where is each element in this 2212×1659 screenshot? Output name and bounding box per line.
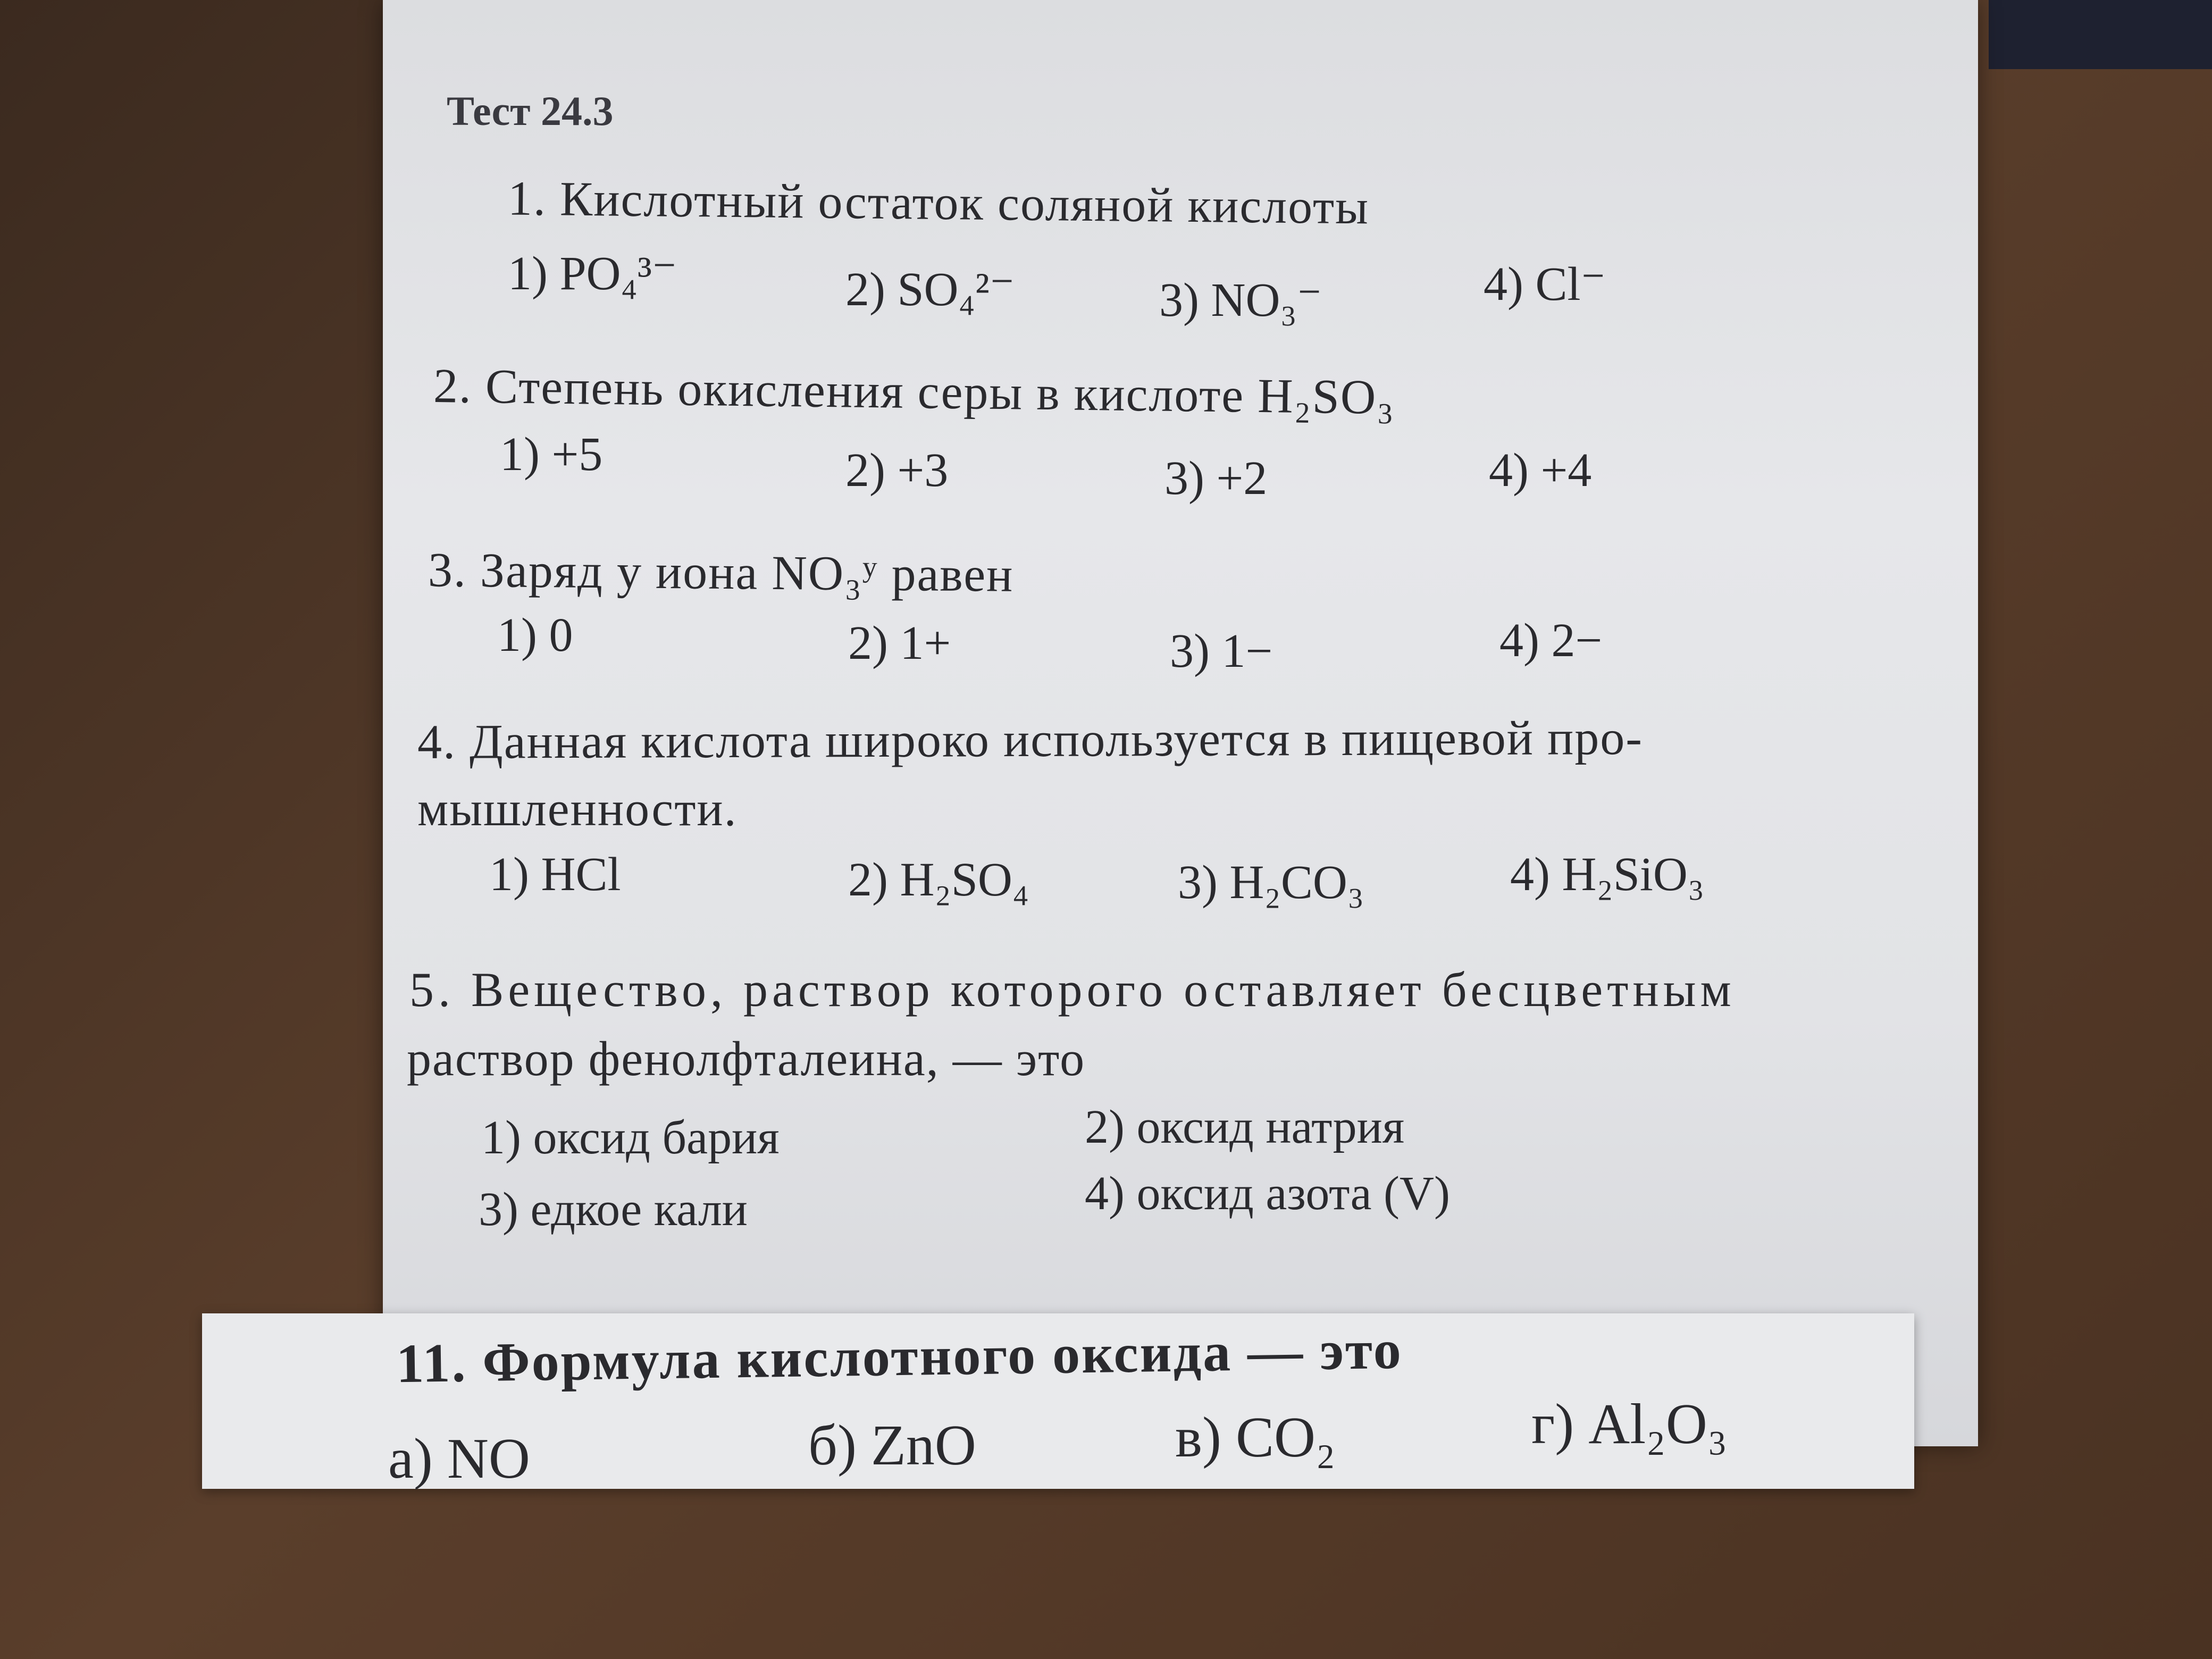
question-4-text-line-1: 4. Данная кислота широко используется в пищевой про- (417, 710, 1644, 769)
question-3-option-1: 1) 0 (497, 609, 573, 661)
question-2-option-4: 4) +4 (1489, 444, 1592, 497)
question-4-text-line-2: мышленности. (417, 782, 738, 836)
question-5-option-3: 3) едкое кали (479, 1183, 748, 1236)
question-3-option-4: 4) 2− (1499, 614, 1603, 667)
question-1-option-2: 2) SO₄²⁻ (845, 263, 1015, 316)
question-5-text-line-1: 5. Вещество, раствор которого оставляет бесцветным (409, 962, 1736, 1017)
question-2-option-2: 2) +3 (845, 444, 949, 497)
question-2-option-1: 1) +5 (500, 428, 603, 481)
question-11-option-v: в) CO₂ (1175, 1406, 1336, 1469)
test-title: Тест 24.3 (447, 88, 614, 134)
question-5-text-line-2: раствор фенолфталеина, — это (407, 1032, 1086, 1086)
question-4-option-2: 2) H₂SO₄ (848, 853, 1029, 906)
background-object (1989, 0, 2212, 69)
question-2-option-3: 3) +2 (1164, 452, 1268, 505)
question-3-text: 3. Заряд у иона NO₃ʸ равен (428, 542, 1014, 602)
question-11-option-b: б) ZnO (808, 1414, 976, 1477)
question-5-option-4: 4) оксид азота (V) (1085, 1167, 1450, 1220)
question-3-option-3: 3) 1− (1170, 625, 1273, 677)
question-2-text: 2. Степень окисления серы в кислоте H₂SO₃ (433, 358, 1396, 425)
question-11-option-a: а) NO (388, 1427, 530, 1490)
question-5-option-2: 2) оксид натрия (1085, 1101, 1405, 1153)
question-1-option-1: 1) PO₄³⁻ (508, 247, 677, 300)
question-4-option-4: 4) H₂SiO₃ (1510, 848, 1705, 901)
question-1-option-3: 3) NO₃⁻ (1159, 274, 1322, 326)
question-1-text: 1. Кислотный остаток соляной кислоты (507, 171, 1370, 234)
question-4-option-3: 3) H₂CO₃ (1178, 856, 1364, 909)
question-11-option-g: г) Al₂O₃ (1531, 1393, 1728, 1456)
question-5-option-1: 1) оксид бария (481, 1111, 780, 1164)
question-11-text: 11. Формула кислотного оксида — это (396, 1319, 1403, 1395)
question-4-option-1: 1) HCl (489, 848, 621, 901)
question-3-option-2: 2) 1+ (848, 617, 951, 669)
question-1-option-4: 4) Cl⁻ (1484, 258, 1606, 311)
